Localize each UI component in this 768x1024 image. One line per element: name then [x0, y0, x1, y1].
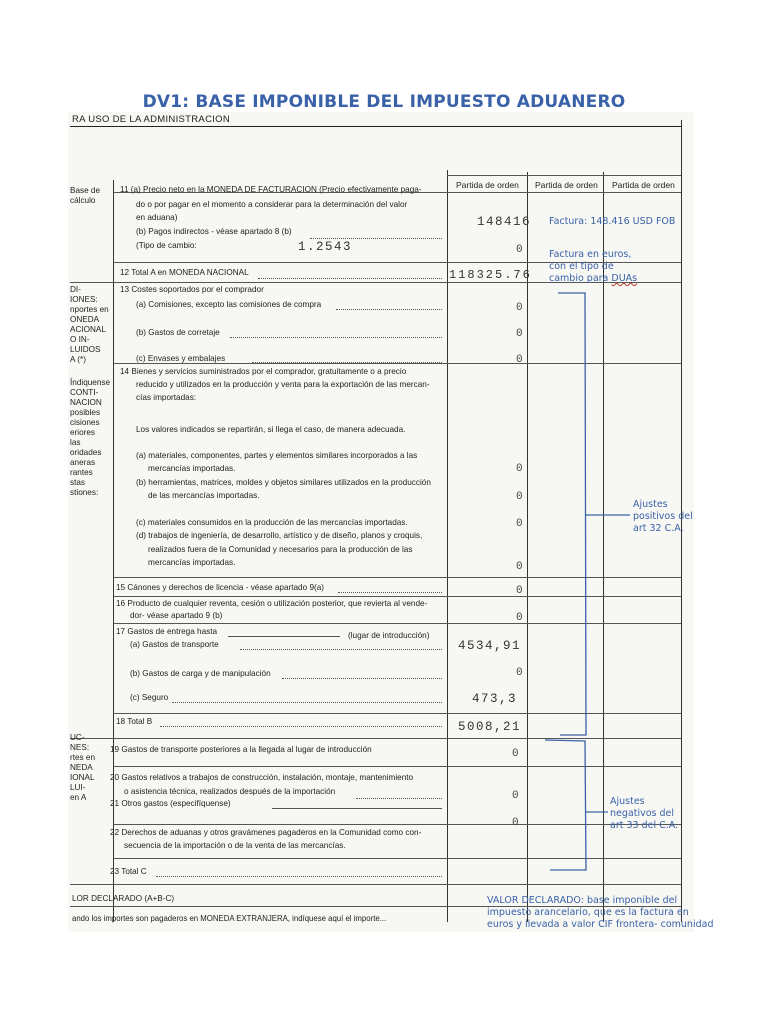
- line-23: 23 Total C: [110, 867, 147, 876]
- rule-17-18: [113, 713, 681, 714]
- line-17: 17 Gastos de entrega hasta: [116, 627, 218, 636]
- value-tipo-cambio: 1.2543: [298, 240, 353, 254]
- line-22-2: secuencia de la importación o de la venta de las mercancías.: [124, 841, 346, 850]
- value-11b-zero: 0: [516, 244, 523, 256]
- line-17b: (b) Gastos de carga y de manipulación: [130, 669, 271, 678]
- value-17b-zero: 0: [516, 667, 523, 679]
- line-17-lugar: (lugar de introducción): [348, 631, 430, 640]
- admin-header: RA USO DE LA ADMINISTRACION: [72, 114, 231, 125]
- annotation-euros-1: Factura en euros,: [549, 249, 632, 260]
- value-13b-zero: 0: [516, 328, 523, 340]
- value-17a: 4534,91: [458, 639, 522, 653]
- rule-15-16: [113, 596, 681, 597]
- annotation-euros-2: con el tipo de: [549, 261, 614, 272]
- annotation-positivos-2: positivos del: [633, 511, 693, 522]
- line-14b-1: (b) herramientas, matrices, moldes y objetos similares utilizados en la producción: [136, 478, 431, 487]
- rule-21-22: [113, 824, 681, 825]
- value-13a-zero: 0: [516, 302, 523, 314]
- leader-15: [338, 592, 442, 593]
- value-14d-zero: 0: [516, 561, 523, 573]
- line-14d-2: realizados fuera de la Comunidad y necesarios para la producción de las: [148, 545, 413, 554]
- line-14-note: Los valores indicados se repartirán, si llega el caso, de manera adecuada.: [136, 425, 406, 434]
- leader-11b: [310, 238, 442, 239]
- leader-17a: [240, 649, 442, 650]
- value-14b-zero: 0: [516, 491, 523, 503]
- rule-18-19: [70, 738, 681, 739]
- value-18: 5008,21: [458, 720, 522, 734]
- annotation-negativos-3: art 33 del C.A.: [610, 820, 679, 831]
- annotation-positivos-3: art 32 C.A.: [633, 523, 684, 534]
- line-16-1: 16 Producto de cualquier reventa, cesión o utilización posterior, que revierta al vende-: [116, 599, 428, 608]
- line-17c: (c) Seguro: [130, 693, 169, 702]
- line-14c: (c) materiales consumidos en la producción de las mercancías importadas.: [136, 518, 408, 527]
- leader-17b: [282, 678, 442, 679]
- value-21-zero: 0: [512, 817, 519, 829]
- value-11a: 148416: [477, 215, 532, 229]
- value-12: 118325.76: [449, 268, 532, 282]
- header-top-rule: [447, 175, 681, 176]
- annotation-negativos-1: Ajustes: [610, 796, 645, 807]
- valor-declarado-label: LOR DECLARADO (A+B-C): [72, 894, 175, 903]
- side-label-base: Base de cálculo: [70, 186, 101, 205]
- line-14d-1: (d) trabajos de ingeniería, de desarrollo, artístico y de diseño, planos y croquis,: [136, 531, 423, 540]
- leader-13a: [336, 309, 442, 310]
- value-13c-zero: 0: [516, 354, 523, 366]
- annotation-negativos-2: negativos del: [610, 808, 674, 819]
- line-16-2: dor- véase apartado 9 (b): [130, 611, 223, 620]
- leader-12: [258, 278, 442, 279]
- left-rule: [113, 180, 114, 922]
- annotation-euros-3-duas: DUAs: [611, 273, 638, 284]
- value-20-zero: 0: [512, 790, 519, 802]
- annotation-valor-1-text: VALOR DECLARADO:: [487, 895, 587, 906]
- annotation-factura: Factura: 148.416 USD FOB: [549, 216, 676, 227]
- leader-13c: [252, 362, 442, 363]
- annotation-valor-1b-text: base imponible del: [586, 895, 678, 906]
- annotation-positivos-1: Ajustes: [633, 499, 668, 510]
- value-19-zero: 0: [512, 748, 519, 760]
- line-13a: (a) Comisiones, excepto las comisiones de compra: [136, 300, 322, 309]
- annotation-euros-3: [549, 273, 637, 285]
- column-header-2: Partida de orden: [535, 180, 598, 190]
- column-header-3: Partida de orden: [612, 180, 675, 190]
- col-rule-2: [527, 172, 528, 922]
- line-17a: (a) Gastos de transporte: [130, 640, 219, 649]
- leader-13b: [230, 337, 442, 338]
- line-11a-3: en aduana): [136, 213, 178, 222]
- line-11b: (b) Pagos indirectos - véase apartado 8 (b): [136, 227, 292, 236]
- side-label-adiciones: DI- IONES: nportes en ONEDA ACIONAL O IN- LUIDOS A (*): [70, 285, 109, 364]
- leader-17-blank: [228, 636, 340, 637]
- line-20-2: o asistencia técnica, realizados después de la importación: [124, 787, 336, 796]
- value-15-zero: 0: [516, 585, 523, 597]
- line-14d-3: mercancías importadas.: [148, 558, 236, 567]
- line-11a-1: 11 (a) Precio neto en la MONEDA DE FACTURACION (Precio efectivamente paga-: [120, 185, 422, 194]
- leader-17c: [172, 702, 442, 703]
- annotation-valor-2: impuesto arancelario, que es la factura en: [487, 907, 689, 918]
- line-13: 13 Costes soportados por el comprador: [120, 285, 264, 294]
- bottom-note: ando los importes son pagaderos en MONEDA EXTRANJERA, indíquese aquí el importe...: [72, 914, 387, 923]
- line-14-3: cías importadas:: [136, 393, 197, 402]
- line-15: 15 Cánones y derechos de licencia - véase apartado 9(a): [116, 583, 324, 592]
- side-label-deducciones: UC- NES: rtes en NEDA IONAL LUI- en A: [70, 733, 96, 802]
- leader-23: [156, 876, 442, 877]
- rule-23-valor: [70, 884, 681, 885]
- line-11-tipo-cambio: (Tipo de cambio:: [136, 241, 197, 250]
- annotation-euros-3-text: cambio para: [549, 273, 612, 284]
- leader-21: [272, 808, 442, 809]
- rule-19-20: [113, 766, 681, 767]
- line-19: 19 Gastos de transporte posteriores a la llegada al lugar de introducción: [110, 745, 372, 754]
- annotation-valor-1: [487, 895, 677, 907]
- line-13b: (b) Gastos de corretaje: [136, 328, 220, 337]
- line-20-1: 20 Gastos relativos a trabajos de construcción, instalación, montaje, mantenimiento: [110, 773, 414, 782]
- top-rule: [70, 126, 682, 127]
- line-22-1: 22 Derechos de aduanas y otros gravámenes pagaderos en la Comunidad como con-: [110, 828, 422, 837]
- column-header-1: Partida de orden: [456, 180, 519, 190]
- leader-20: [356, 798, 442, 799]
- line-21: 21 Otros gastos (especifíquense): [110, 799, 231, 808]
- annotation-valor-3: euros y llevada a valor CIF frontera- comunidad: [487, 919, 714, 930]
- value-14a-zero: 0: [516, 463, 523, 475]
- value-17c: 473,3: [472, 692, 518, 706]
- line-14-2: reducido y utilizados en la producción y venta para la exportación de las mercan-: [136, 380, 430, 389]
- leader-18: [160, 726, 442, 727]
- line-14a-2: mercancías importadas.: [148, 464, 236, 473]
- rule-14-15: [113, 577, 681, 578]
- line-14a-1: (a) materiales, componentes, partes y elementos similares incorporados a las: [136, 451, 418, 460]
- line-12: 12 Total A en MONEDA NACIONAL: [120, 268, 249, 277]
- value-16-zero: 0: [516, 612, 523, 624]
- page-title: DV1: BASE IMPONIBLE DEL IMPUESTO ADUANERO: [142, 92, 626, 112]
- line-18: 18 Total B: [116, 717, 153, 726]
- line-13c: (c) Envases y embalajes: [136, 354, 226, 363]
- rule-22-23: [113, 858, 681, 859]
- side-label-indiquense: Índiquense CONTI- NACION posibles cisiones eriores las oridades aneras rantes stas stiones:: [70, 378, 111, 497]
- line-11a-2: do o por pagar en el momento a considerar para la determinación del valor: [136, 200, 408, 209]
- value-14c-zero: 0: [516, 518, 523, 530]
- rule-16-17: [113, 623, 681, 624]
- line-14-1: 14 Bienes y servicios suministrados por el comprador, gratuitamente o a precio: [120, 367, 407, 376]
- line-14b-2: de las mercancías importadas.: [148, 491, 260, 500]
